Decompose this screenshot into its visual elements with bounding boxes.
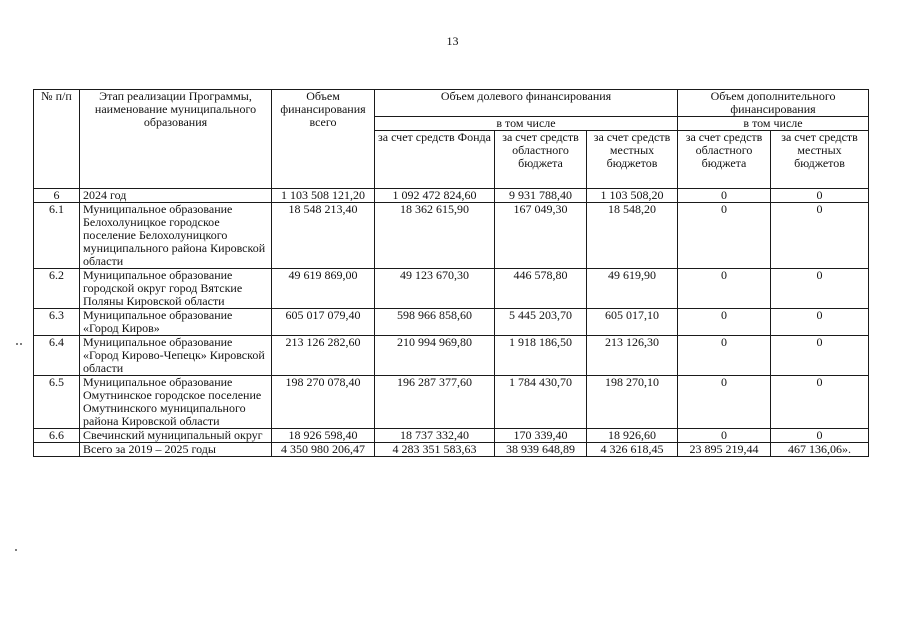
row-add-local: 467 136,06». bbox=[771, 443, 869, 457]
row-add-regional: 0 bbox=[678, 336, 771, 376]
scan-speck bbox=[20, 343, 22, 345]
header-add-local: за счет средств местных бюджетов bbox=[771, 131, 869, 189]
header-total: Объем финансирования всего bbox=[272, 90, 375, 189]
header-share-including: в том числе bbox=[375, 117, 678, 131]
row-name: Муниципальное образование Омутнинское городское поселение Омутнинского муниципального района Кировской области bbox=[80, 376, 272, 429]
row-total: 1 103 508 121,20 bbox=[272, 189, 375, 203]
row-add-local: 0 bbox=[771, 429, 869, 443]
row-number bbox=[34, 443, 80, 457]
financing-table bbox=[33, 89, 869, 457]
row-number: 6.3 bbox=[34, 309, 80, 336]
page-number: 13 bbox=[446, 34, 459, 48]
row-fund: 18 737 332,40 bbox=[375, 429, 495, 443]
row-add-regional: 0 bbox=[678, 309, 771, 336]
row-local: 18 548,20 bbox=[587, 203, 678, 269]
header-row-1 bbox=[34, 90, 869, 117]
row-number: 6 bbox=[34, 189, 80, 203]
row-number: 6.5 bbox=[34, 376, 80, 429]
row-local: 4 326 618,45 bbox=[587, 443, 678, 457]
row-local: 213 126,30 bbox=[587, 336, 678, 376]
row-total: 18 926 598,40 bbox=[272, 429, 375, 443]
row-fund: 18 362 615,90 bbox=[375, 203, 495, 269]
row-regional: 1 784 430,70 bbox=[495, 376, 587, 429]
header-stage: Этап реализации Программы, наименование муниципального образования bbox=[80, 90, 272, 189]
row-total: 4 350 980 206,47 bbox=[272, 443, 375, 457]
scan-speck bbox=[16, 343, 18, 345]
table-row bbox=[34, 376, 869, 429]
row-regional: 446 578,80 bbox=[495, 269, 587, 309]
row-fund: 49 123 670,30 bbox=[375, 269, 495, 309]
row-add-local: 0 bbox=[771, 189, 869, 203]
row-add-local: 0 bbox=[771, 203, 869, 269]
table-row bbox=[34, 309, 869, 336]
header-additional-financing: Объем дополнительного финансирования bbox=[678, 90, 869, 117]
row-total: 18 548 213,40 bbox=[272, 203, 375, 269]
row-add-local: 0 bbox=[771, 376, 869, 429]
table-row bbox=[34, 269, 869, 309]
header-local: за счет средств местных бюджетов bbox=[587, 131, 678, 189]
total-row bbox=[34, 443, 869, 457]
row-name: Муниципальное образование «Город Кирово-Чепецк» Кировской области bbox=[80, 336, 272, 376]
row-regional: 167 049,30 bbox=[495, 203, 587, 269]
row-fund: 598 966 858,60 bbox=[375, 309, 495, 336]
scan-speck bbox=[15, 549, 17, 551]
row-number: 6.1 bbox=[34, 203, 80, 269]
row-local: 1 103 508,20 bbox=[587, 189, 678, 203]
row-local: 49 619,90 bbox=[587, 269, 678, 309]
row-name: 2024 год bbox=[80, 189, 272, 203]
row-total: 49 619 869,00 bbox=[272, 269, 375, 309]
row-name: Муниципальное образование Белохолуницкое городское поселение Белохолуницкого муниципального района Кировской области bbox=[80, 203, 272, 269]
row-add-local: 0 bbox=[771, 269, 869, 309]
row-name: Муниципальное образование городской округ город Вятские Поляны Кировской области bbox=[80, 269, 272, 309]
row-local: 18 926,60 bbox=[587, 429, 678, 443]
table-row bbox=[34, 429, 869, 443]
header-add-regional: за счет средств областного бюджета bbox=[678, 131, 771, 189]
row-name: Свечинский муниципальный округ bbox=[80, 429, 272, 443]
table-row bbox=[34, 336, 869, 376]
row-fund: 4 283 351 583,63 bbox=[375, 443, 495, 457]
row-number: 6.6 bbox=[34, 429, 80, 443]
row-fund: 1 092 472 824,60 bbox=[375, 189, 495, 203]
row-regional: 1 918 186,50 bbox=[495, 336, 587, 376]
row-total: 198 270 078,40 bbox=[272, 376, 375, 429]
row-regional: 5 445 203,70 bbox=[495, 309, 587, 336]
row-number: 6.2 bbox=[34, 269, 80, 309]
row-name: Всего за 2019 – 2025 годы bbox=[80, 443, 272, 457]
row-add-regional: 0 bbox=[678, 429, 771, 443]
row-number: 6.4 bbox=[34, 336, 80, 376]
header-fund: за счет средств Фонда bbox=[375, 131, 495, 189]
row-add-regional: 0 bbox=[678, 269, 771, 309]
row-add-regional: 0 bbox=[678, 376, 771, 429]
row-total: 213 126 282,60 bbox=[272, 336, 375, 376]
table-row bbox=[34, 203, 869, 269]
row-add-local: 0 bbox=[771, 336, 869, 376]
header-share-financing: Объем долевого финансирования bbox=[375, 90, 678, 117]
header-additional-including: в том числе bbox=[678, 117, 869, 131]
row-add-regional: 0 bbox=[678, 203, 771, 269]
row-local: 605 017,10 bbox=[587, 309, 678, 336]
row-regional: 170 339,40 bbox=[495, 429, 587, 443]
row-total: 605 017 079,40 bbox=[272, 309, 375, 336]
row-add-local: 0 bbox=[771, 309, 869, 336]
row-local: 198 270,10 bbox=[587, 376, 678, 429]
row-regional: 38 939 648,89 bbox=[495, 443, 587, 457]
table-row bbox=[34, 189, 869, 203]
row-fund: 196 287 377,60 bbox=[375, 376, 495, 429]
row-add-regional: 23 895 219,44 bbox=[678, 443, 771, 457]
header-regional: за счет средств областного бюджета bbox=[495, 131, 587, 189]
row-name: Муниципальное образование «Город Киров» bbox=[80, 309, 272, 336]
row-regional: 9 931 788,40 bbox=[495, 189, 587, 203]
header-number: № п/п bbox=[34, 90, 80, 189]
row-fund: 210 994 969,80 bbox=[375, 336, 495, 376]
row-add-regional: 0 bbox=[678, 189, 771, 203]
